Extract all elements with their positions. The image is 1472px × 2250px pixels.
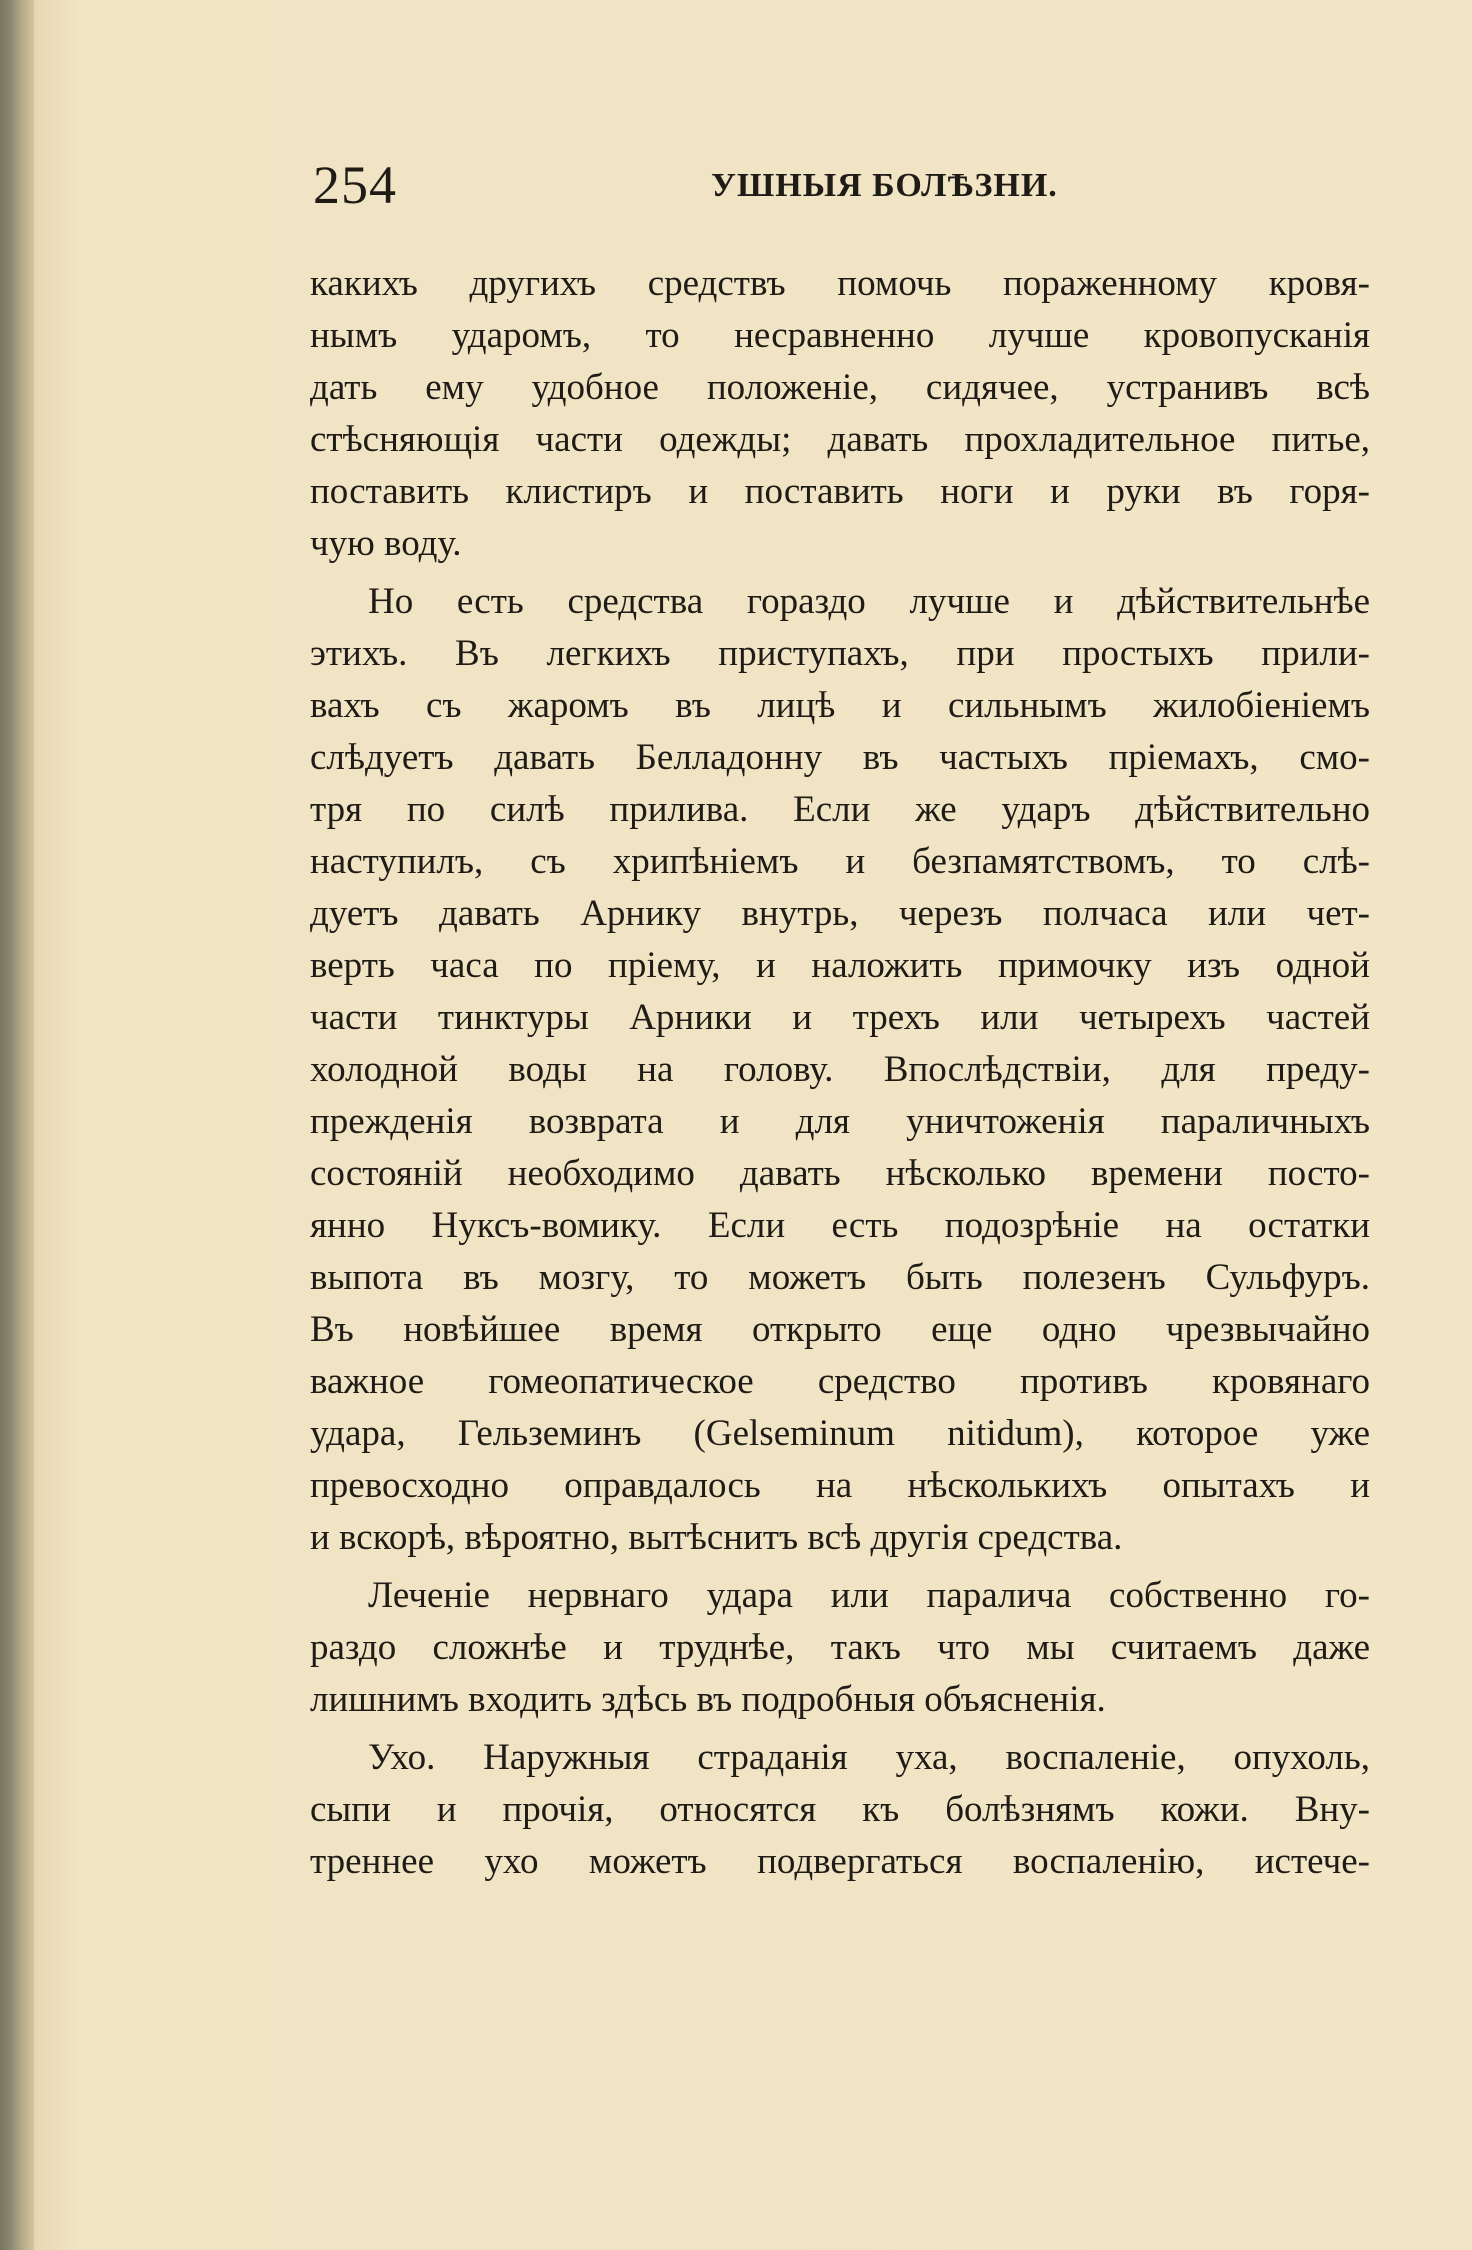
paragraph-4 xyxy=(310,1732,1370,1888)
text-line: прежденія возврата и для уничтоженія параличныхъ xyxy=(310,1101,1370,1142)
paragraph-1 xyxy=(310,258,1370,570)
body-text xyxy=(310,258,1370,1888)
text-line: удара, Гельземинъ (Gelseminum nitidum), которое уже xyxy=(310,1413,1370,1454)
text-line: вахъ съ жаромъ въ лицѣ и сильнымъ жилобіеніемъ xyxy=(310,685,1370,726)
text-line: превосходно оправдалось на нѣсколькихъ опытахъ и xyxy=(310,1465,1370,1506)
text-line: выпота въ мозгу, то можетъ быть полезенъ Сульфуръ. xyxy=(310,1257,1370,1298)
paragraph-3 xyxy=(310,1570,1370,1726)
text-line: стѣсняющія части одежды; давать прохладительное питье, xyxy=(310,419,1370,460)
text-line: дать ему удобное положеніе, сидячее, устранивъ всѣ xyxy=(310,367,1370,408)
paragraph-2 xyxy=(310,576,1370,1564)
text-line: Въ новѣйшее время открыто еще одно чрезвычайно xyxy=(310,1309,1370,1350)
page-number: 254 xyxy=(313,155,397,215)
text-line: чую воду. xyxy=(310,523,462,564)
text-line: поставить клистиръ и поставить ноги и руки въ горя- xyxy=(310,471,1370,512)
text-line: этихъ. Въ легкихъ приступахъ, при простыхъ прили- xyxy=(310,633,1370,674)
text-line: наступилъ, съ хрипѣніемъ и безпамятствомъ, то слѣ- xyxy=(310,841,1370,882)
text-line: какихъ другихъ средствъ помочь пораженному кровя- xyxy=(310,263,1370,304)
text-line: важное гомеопатическое средство противъ кровянаго xyxy=(310,1361,1370,1402)
text-line: части тинктуры Арники и трехъ или четырехъ частей xyxy=(310,997,1370,1038)
text-line: холодной воды на голову. Впослѣдствіи, для преду- xyxy=(310,1049,1370,1090)
text-line: верть часа по пріему, и наложить примочку изъ одной xyxy=(310,945,1370,986)
running-head: УШНЫЯ БОЛѢЗНИ. xyxy=(711,167,1058,204)
text-line: янно Нуксъ-вомику. Если есть подозрѣніе на остатки xyxy=(310,1205,1370,1246)
text-line: дуетъ давать Арнику внутрь, черезъ полчаса или чет- xyxy=(310,893,1370,934)
text-line: нымъ ударомъ, то несравненно лучше кровопусканія xyxy=(310,315,1370,356)
text-line: Но есть средства гораздо лучше и дѣйствительнѣе xyxy=(368,581,1370,622)
text-line: раздо сложнѣе и труднѣе, такъ что мы считаемъ даже xyxy=(310,1627,1370,1668)
text-line: слѣдуетъ давать Белладонну въ частыхъ пріемахъ, смо- xyxy=(310,737,1370,778)
text-line: и вскорѣ, вѣроятно, вытѣснитъ всѣ другія средства. xyxy=(310,1517,1123,1558)
text-line: состояній необходимо давать нѣсколько времени посто- xyxy=(310,1153,1370,1194)
text-line: лишнимъ входить здѣсь въ подробныя объясненія. xyxy=(310,1679,1106,1720)
text-line: треннее ухо можетъ подвергаться воспаленію, истече- xyxy=(310,1841,1370,1882)
page-header xyxy=(313,150,1371,220)
text-line: тря по силѣ прилива. Если же ударъ дѣйствительно xyxy=(310,789,1370,830)
page-binding-edge xyxy=(0,0,34,2250)
text-line: Леченіе нервнаго удара или паралича собственно го- xyxy=(368,1575,1370,1616)
text-line: сыпи и прочія, относятся къ болѣзнямъ кожи. Вну- xyxy=(310,1789,1370,1830)
text-line: Ухо. Наружныя страданія уха, воспаленіе, опухоль, xyxy=(368,1737,1370,1778)
